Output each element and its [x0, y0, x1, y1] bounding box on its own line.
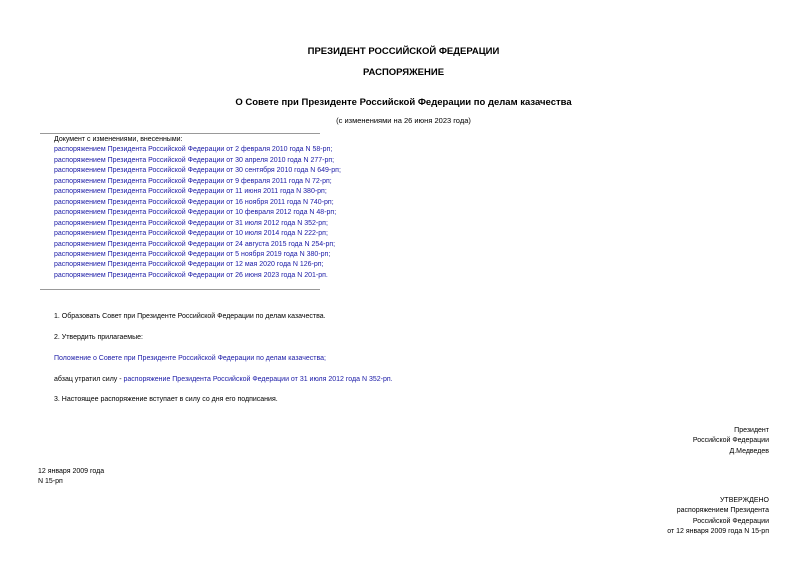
amendment-link[interactable]: распоряжением Президента Российской Федерации от 2 февраля 2010 года N 58-рп;	[54, 146, 333, 154]
date-block	[38, 467, 104, 488]
amendment-link[interactable]: распоряжением Президента Российской Федерации от 30 апреля 2010 года N 277-рп;	[54, 156, 335, 164]
paragraph-2: 2. Утвердить прилагаемые:	[54, 334, 143, 341]
approved-country: Российской Федерации	[692, 517, 769, 525]
amendment-link[interactable]: распоряжением Президента Российской Федерации от 12 мая 2020 года N 126-рп;	[54, 261, 324, 269]
paragraph-1: 1. Образовать Совет при Президенте Российской Федерации по делам казачества.	[54, 313, 326, 320]
amendment-link[interactable]: распоряжением Президента Российской Федерации от 26 июня 2023 года N 201-рп.	[54, 271, 328, 279]
amendment-link[interactable]: распоряжением Президента Российской Федерации от 9 февраля 2011 года N 72-рп;	[54, 177, 332, 185]
document-type-heading: РАСПОРЯЖЕНИЕ	[362, 67, 445, 78]
paragraph-2b	[54, 375, 393, 385]
amendments-intro: Документ с изменениями, внесенными:	[54, 136, 183, 143]
signature-block	[693, 426, 769, 457]
amendment-link[interactable]: распоряжением Президента Российской Федерации от 10 июля 2014 года N 222-рп;	[54, 230, 328, 238]
amendment-link[interactable]: распоряжением Президента Российской Федерации от 10 февраля 2012 года N 48-рп;	[54, 209, 337, 217]
amendment-link[interactable]: распоряжением Президента Российской Федерации от 24 августа 2015 года N 254-рп;	[54, 240, 336, 248]
paragraph-3: 3. Настоящее распоряжение вступает в силу со дня его подписания.	[54, 396, 278, 403]
signature-position: Президент	[734, 427, 769, 434]
amendments-block	[54, 135, 341, 281]
lapsed-prefix: абзац утратил силу -	[54, 376, 124, 383]
approved-block	[667, 496, 769, 538]
divider-bottom	[40, 289, 320, 290]
amended-note: (с изменениями на 26 июня 2023 года)	[336, 116, 471, 125]
regulation-link[interactable]: Положение о Совете при Президенте Российской Федерации по делам казачества;	[54, 355, 326, 362]
amendment-link[interactable]: распоряжением Президента Российской Федерации от 30 сентября 2010 года N 649-рп;	[54, 167, 341, 175]
amendment-link[interactable]: распоряжением Президента Российской Федерации от 16 ноября 2011 года N 740-рп;	[54, 198, 334, 206]
signature-country: Российской Федерации	[692, 437, 769, 445]
document-title: О Совете при Президенте Российской Федерации по делам казачества	[235, 97, 572, 108]
divider-top	[40, 133, 320, 134]
document-number: N 15-рп	[38, 478, 63, 486]
amendment-link[interactable]: распоряжением Президента Российской Федерации от 5 ноября 2019 года N 380-рп;	[54, 250, 331, 258]
signature-name: Д.Медведев	[729, 447, 769, 455]
document-date: 12 января 2009 года	[38, 468, 105, 475]
amendment-link[interactable]: распоряжением Президента Российской Федерации от 11 июня 2011 года N 380-рп;	[54, 188, 327, 196]
approved-by: распоряжением Президента	[676, 507, 769, 515]
approved-heading: УТВЕРЖДЕНО	[719, 497, 769, 504]
authority-heading: ПРЕЗИДЕНТ РОССИЙСКОЙ ФЕДЕРАЦИИ	[307, 46, 500, 57]
approved-date: от 12 января 2009 года N 15-рп	[667, 528, 769, 536]
amendment-link[interactable]: распоряжением Президента Российской Федерации от 31 июля 2012 года N 352-рп;	[54, 219, 328, 227]
lapsed-link[interactable]: распоряжение Президента Российской Федерации от 31 июля 2012 года N 352-рп.	[123, 376, 393, 383]
